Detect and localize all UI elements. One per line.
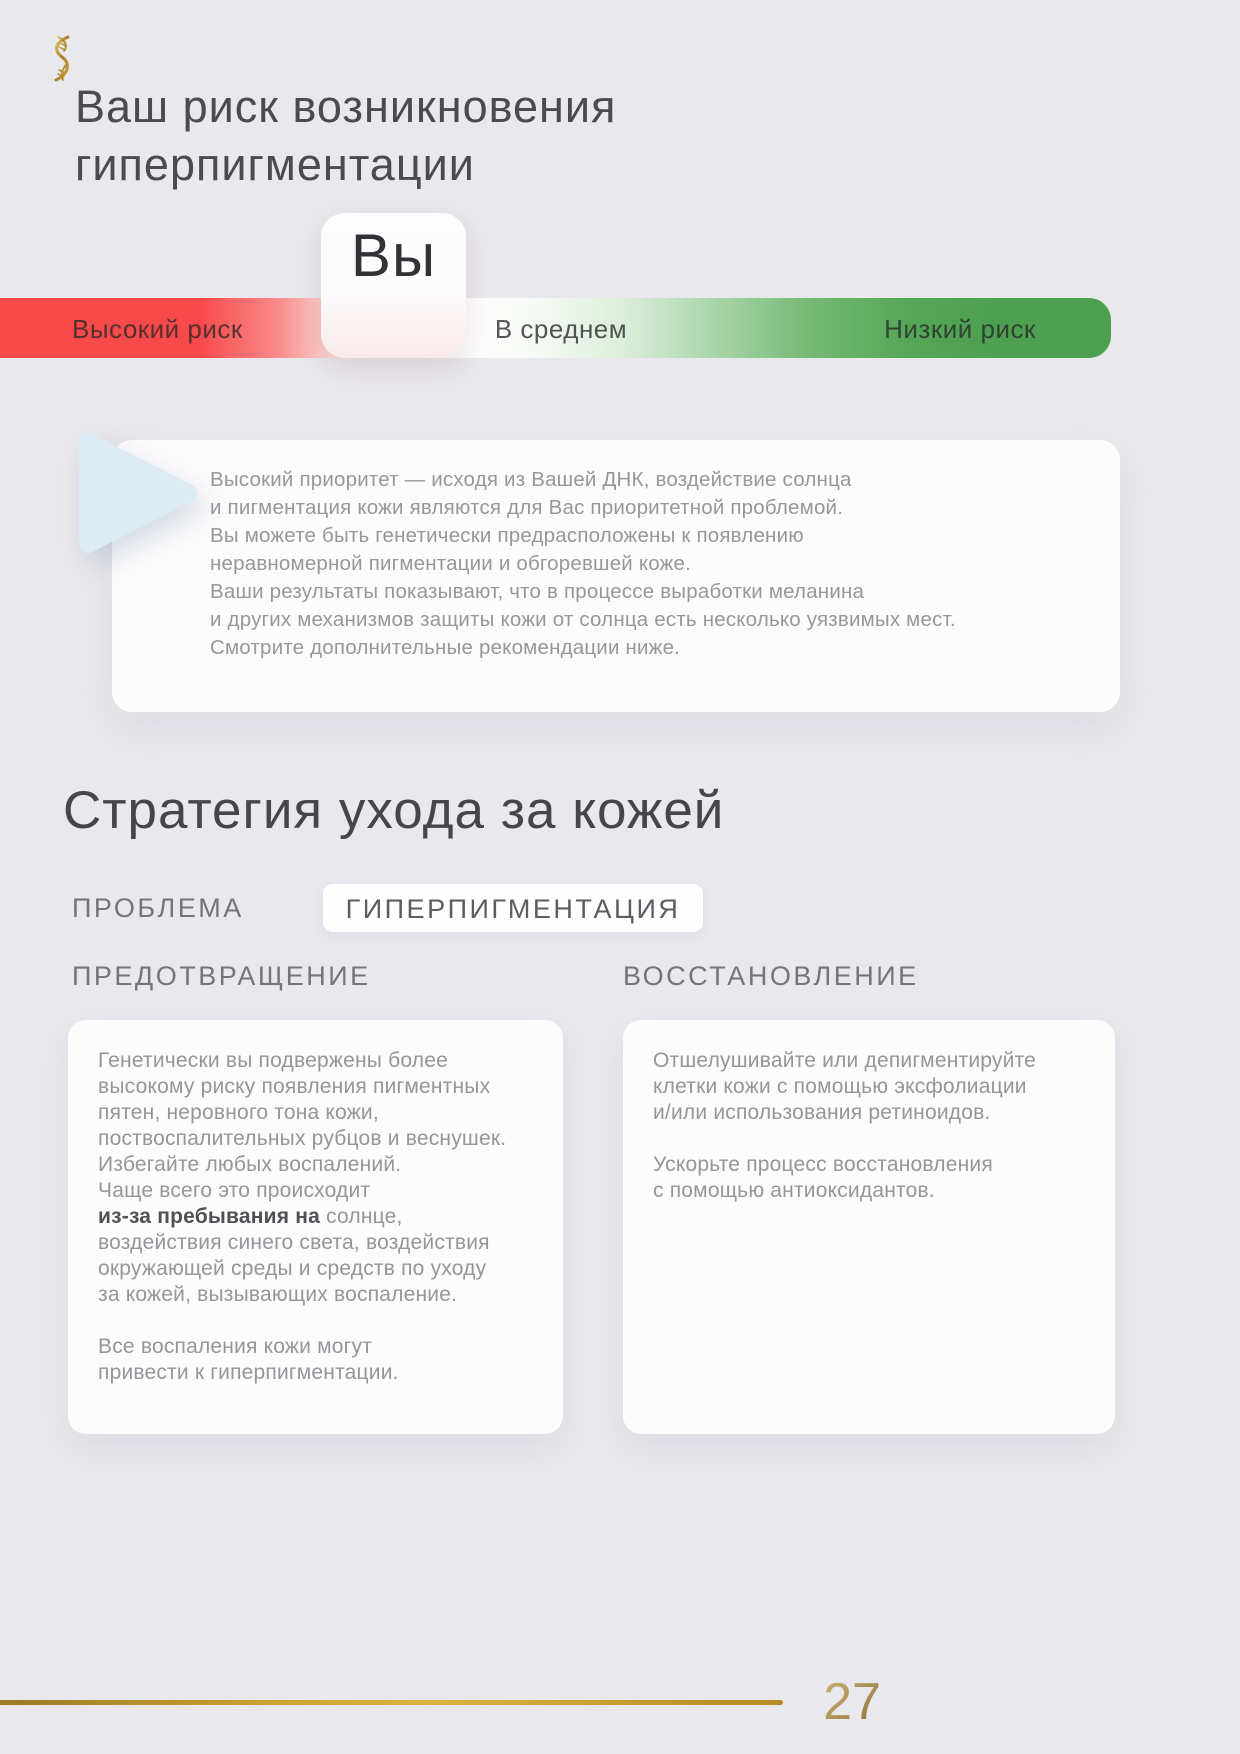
recovery-line: клетки кожи с помощью эксфолиации [653, 1075, 1027, 1098]
note-line: и других механизмов защиты кожи от солнца есть несколько уязвимых мест. [210, 608, 956, 631]
dna-helix-logo-icon [46, 34, 78, 84]
page-title-line1: Ваш риск возникновения [75, 81, 617, 132]
prevention-highlight-line [98, 1204, 533, 1230]
priority-note-text [210, 466, 1070, 662]
footer-gold-rule [0, 1700, 783, 1705]
note-line: Вы можете быть генетически предрасположены к появлению [210, 524, 804, 547]
prevention-card [68, 1020, 563, 1434]
recovery-paragraph-1 [653, 1048, 1085, 1126]
prevention-line: окружающей среды и средств по уходу [98, 1257, 487, 1280]
problem-value-chip: ГИПЕРПИГМЕНТАЦИЯ [323, 884, 703, 932]
prevention-line: Чаще всего это происходит [98, 1179, 371, 1202]
prevention-line: привести к гиперпигментации. [98, 1361, 399, 1384]
note-line: неравномерной пигментации и обгоревшей коже. [210, 552, 692, 575]
note-line: и пигментация кожи являются для Вас приоритетной проблемой. [210, 496, 844, 519]
risk-gradient-bar [0, 298, 1111, 358]
prevention-column-label: ПРЕДОТВРАЩЕНИЕ [72, 961, 371, 991]
risk-label-low: Низкий риск [884, 314, 1036, 344]
prevention-line: высокому риску появления пигментных [98, 1075, 491, 1098]
recovery-card [623, 1020, 1115, 1434]
prevention-highlight-rest: солнце, [320, 1205, 403, 1228]
prevention-line: Избегайте любых воспалений. [98, 1153, 402, 1176]
note-line: Смотрите дополнительные рекомендации ниже. [210, 636, 681, 659]
prevention-line: пятен, неровного тона кожи, [98, 1101, 379, 1124]
prevention-line: за кожей, вызывающих воспаление. [98, 1283, 458, 1306]
recovery-line: с помощью антиоксидантов. [653, 1179, 935, 1202]
page-number: 27 [812, 1672, 892, 1732]
recovery-column-label: ВОССТАНОВЛЕНИЕ [623, 961, 919, 991]
prevention-highlight-bold: из-за пребывания на [98, 1205, 320, 1228]
risk-label-high: Высокий риск [72, 314, 243, 344]
recovery-line: Ускорьте процесс восстановления [653, 1153, 993, 1176]
page-title-line2: гиперпигментации [75, 139, 475, 190]
note-line: Ваши результаты показывают, что в процессе выработки меланина [210, 580, 865, 603]
recovery-paragraph-2 [653, 1152, 1085, 1204]
prevention-line: Генетически вы подвержены более [98, 1049, 448, 1072]
risk-label-average: В среднем [494, 314, 628, 344]
you-marker-label: Вы [350, 222, 437, 289]
problem-label: ПРОБЛЕМА [72, 893, 244, 923]
you-position-marker [321, 213, 466, 358]
prevention-closing-paragraph [98, 1334, 533, 1386]
note-line: Высокий приоритет — исходя из Вашей ДНК, воздействие солнца [210, 468, 852, 491]
prevention-line: Все воспаления кожи могут [98, 1335, 373, 1358]
strategy-section-title: Стратегия ухода за кожей [63, 781, 725, 840]
triangle-accent-icon [74, 426, 206, 560]
page-title [75, 78, 616, 194]
recovery-line: Отшелушивайте или депигментируйте [653, 1049, 1036, 1072]
recovery-line: и/или использования ретиноидов. [653, 1101, 991, 1124]
prevention-paragraph [98, 1048, 533, 1308]
prevention-line: поствоспалительных рубцов и веснушек. [98, 1127, 507, 1150]
prevention-line: воздействия синего света, воздействия [98, 1231, 490, 1254]
